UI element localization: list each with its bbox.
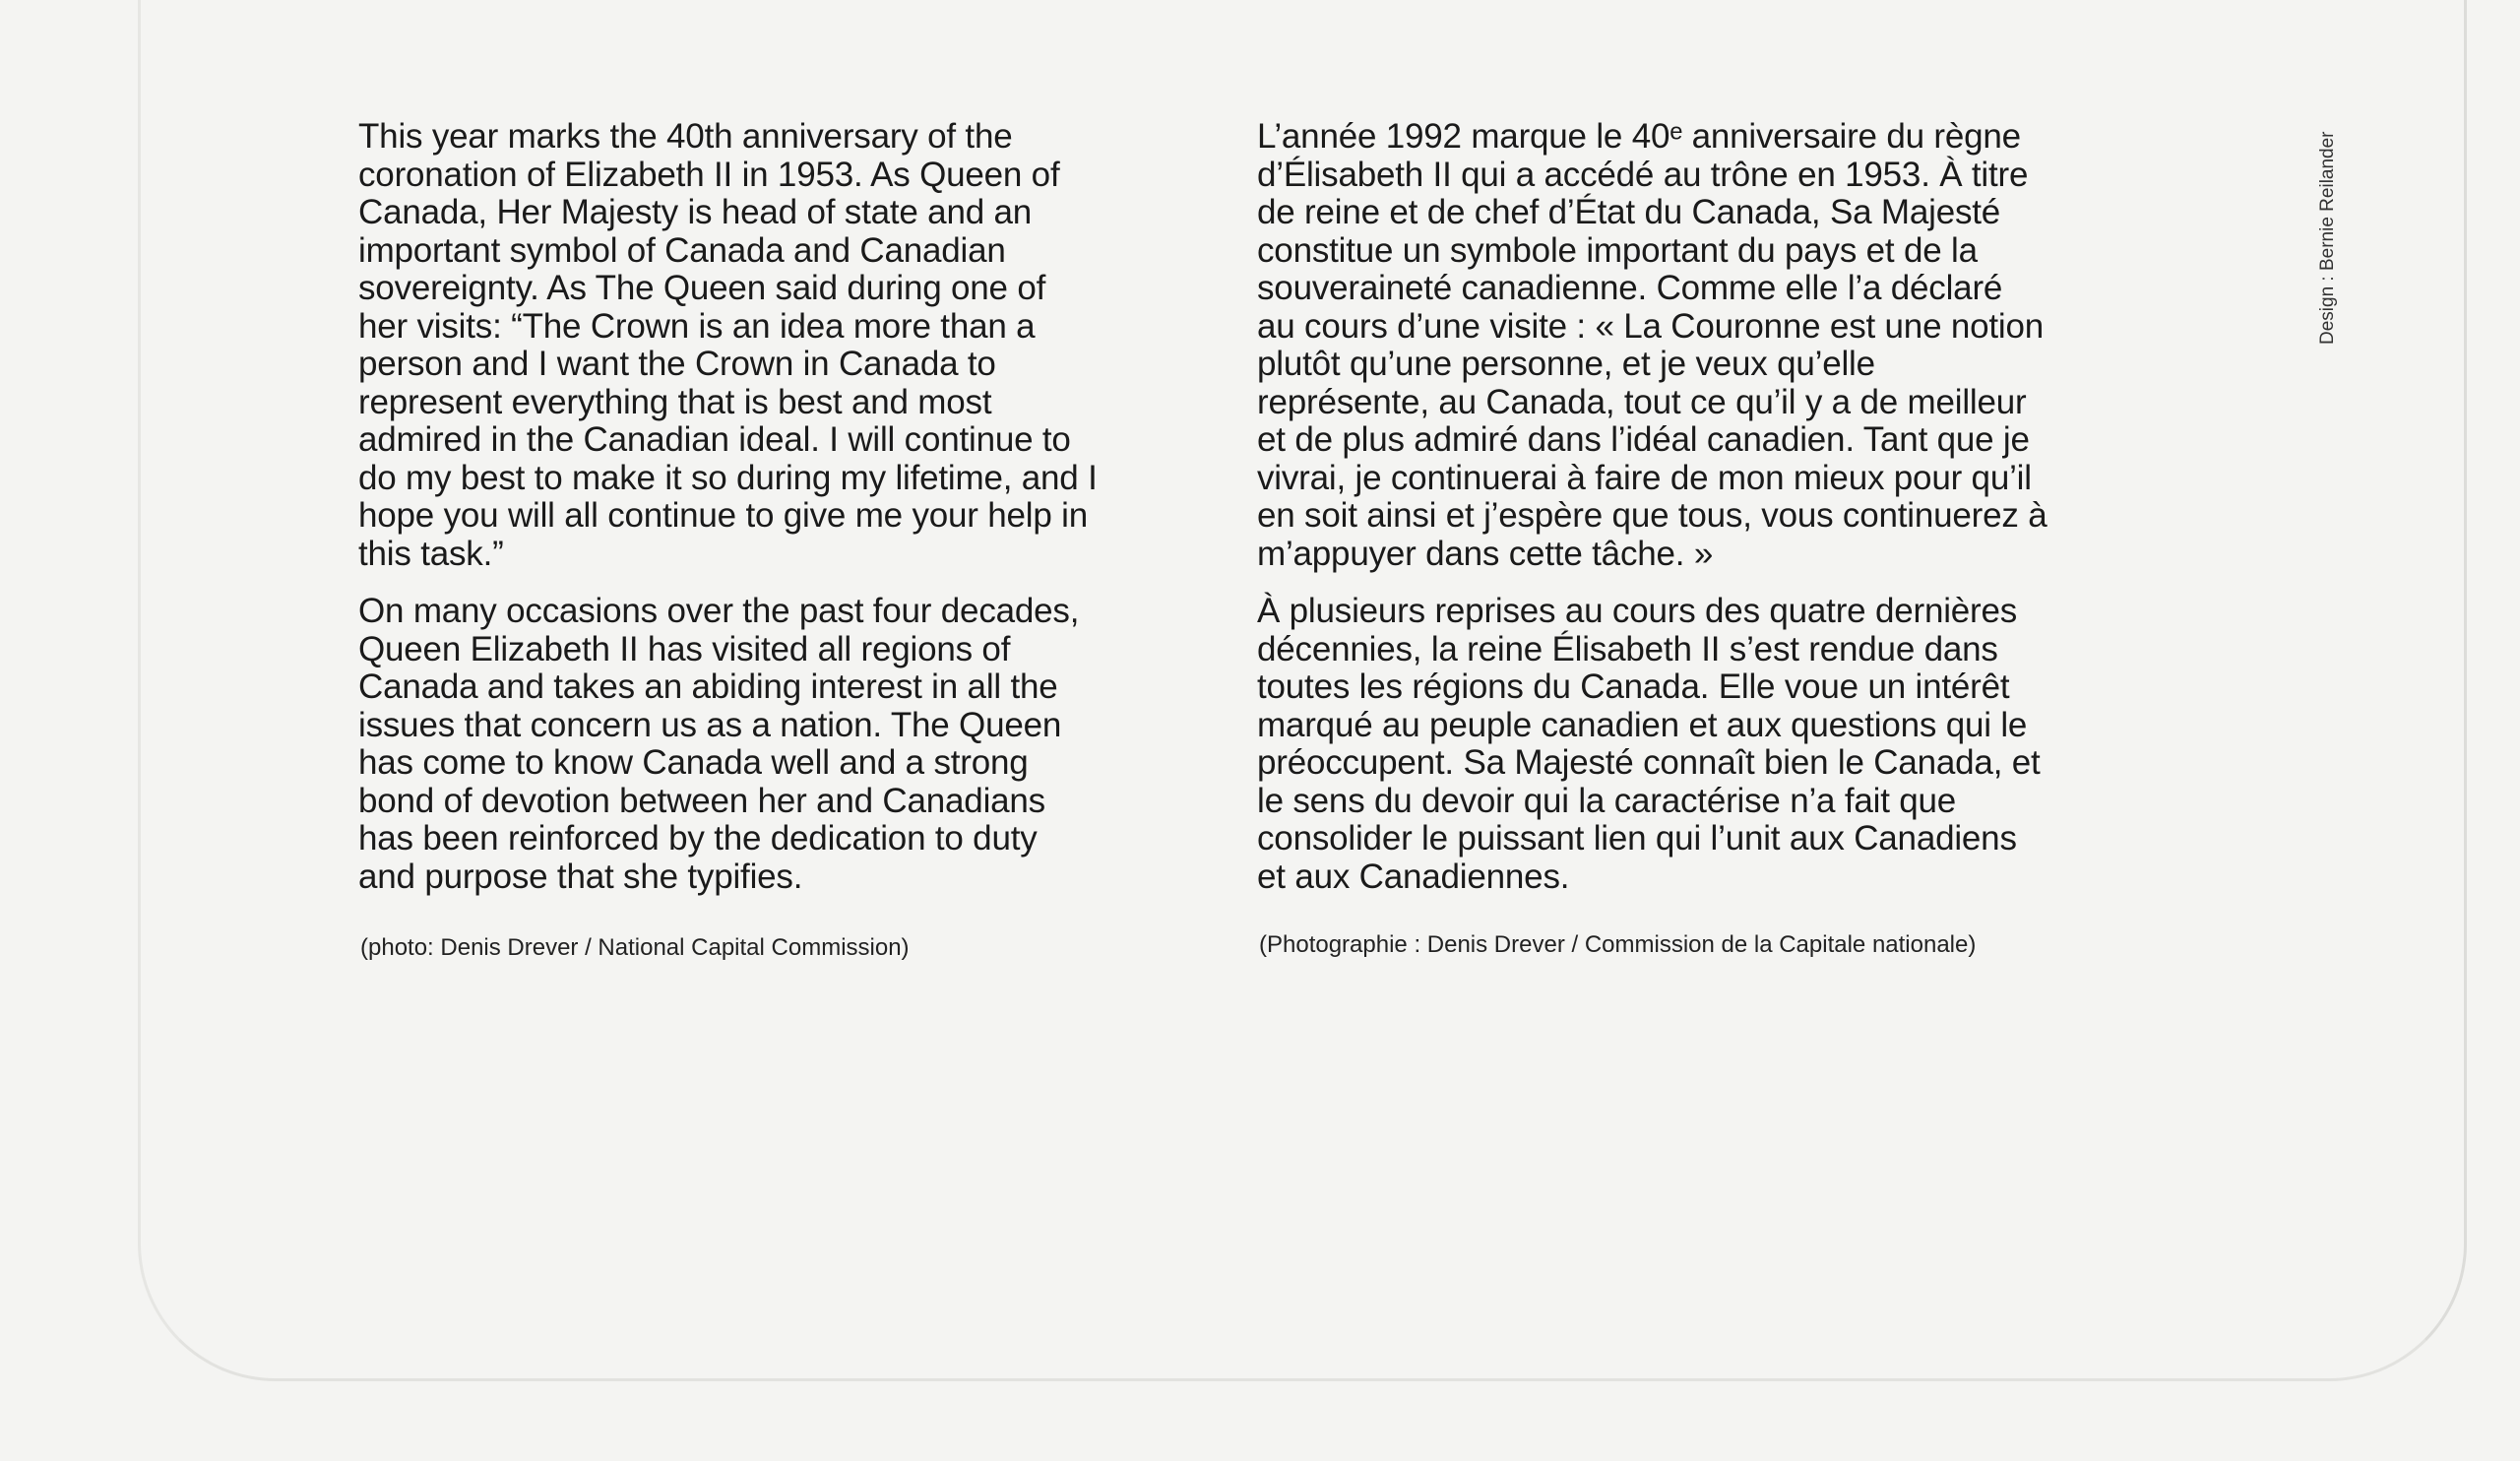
french-paragraph-1: L’année 1992 marque le 40ᵉ anniversaire du règne d’Élisabeth II qui a accédé au trône en 1953. À titre de reine et de chef d’État du Canada, Sa Majesté constitue un symbole important du pays et de la souveraineté canadienne. Comme elle l’a déclaré au cours d’une visite : « La Couronne est une notion plutôt qu’une personne, et je veux qu’elle représente, au Canada, tout ce qu’il y a de meilleur et de plus admiré dans l’idéal canadien. Tant que je vivrai, je continuerai à faire de mon mieux pour qu’il en soit ainsi et j’espère que tous, vous continuerez à m’appuyer dans cette tâche. » xyxy=(1257,117,2048,573)
english-text-column xyxy=(358,118,1185,916)
french-photo-credit: (Photographie : Denis Drever / Commission de la Capitale nationale) xyxy=(1259,931,1977,958)
english-paragraph-1: This year marks the 40th anniversary of the coronation of Elizabeth II in 1953. As Queen of Canada, Her Majesty is head of state and an important symbol of Canada and Canadian sovereignty. As The Queen said during one of her visits: “The Crown is an idea more than a person and I want the Crown in Canada to represent everything that is best and most admired in the Canadian ideal. I will continue to do my best to make it so during my lifetime, and I hope you will all continue to give me your help in this task.” xyxy=(358,117,1098,573)
french-paragraph-2: À plusieurs reprises au cours des quatre dernières décennies, la reine Élisabeth II s’est rendue dans toutes les régions du Canada. Elle voue un intérêt marqué au peuple canadien et aux questions qui le préoccupent. Sa Majesté connaît bien le Canada, et le sens du devoir qui la caractérise n’a fait que consolider le puissant lien qui l’unit aux Canadiens et aux Canadiennes. xyxy=(1257,592,2041,896)
english-photo-credit: (photo: Denis Drever / National Capital Commission) xyxy=(360,934,910,961)
english-paragraph-2: On many occasions over the past four decades, Queen Elizabeth II has visited all regions of Canada and takes an abiding interest in all the issues that concern us as a nation. The Queen has come to know Canada well and a strong bond of devotion between her and Canadians has been reinforced by the dedication to duty and purpose that she typifies. xyxy=(358,592,1080,896)
french-text-column xyxy=(1257,118,2143,916)
design-credit: Design : Bernie Reilander xyxy=(2317,131,2338,345)
